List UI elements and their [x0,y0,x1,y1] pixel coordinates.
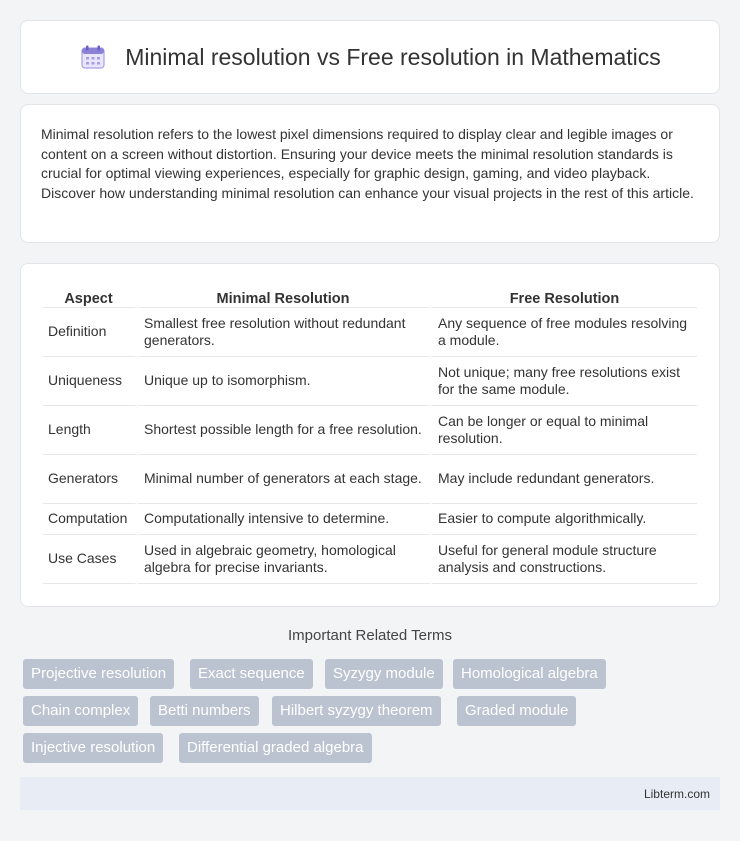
comparison-table [43,286,697,584]
cell-aspect: Length [43,406,138,455]
table-row [43,535,697,584]
intro-card [20,104,720,243]
tag-differential-graded-algebra[interactable]: Differential graded algebra [179,733,372,763]
tag-graded-module[interactable]: Graded module [457,696,576,726]
cell-free: Not unique; many free resolutions exist for the same module. [432,357,697,406]
cell-minimal: Smallest free resolution without redundant generators. [138,308,432,357]
cell-aspect: Generators [43,455,138,504]
tag-hilbert-syzygy-theorem[interactable]: Hilbert syzygy theorem [272,696,441,726]
header-free: Free Resolution [432,286,697,308]
cell-aspect: Use Cases [43,535,138,584]
cell-aspect: Computation [43,504,138,535]
tag-homological-algebra[interactable]: Homological algebra [453,659,606,689]
cell-aspect: Uniqueness [43,357,138,406]
cell-minimal: Computationally intensive to determine. [138,504,432,535]
cell-aspect: Definition [43,308,138,357]
table-row [43,357,697,406]
table-row [43,455,697,504]
cell-free: Useful for general module structure analysis and constructions. [432,535,697,584]
header-card [20,20,720,94]
table-row [43,504,697,535]
related-terms-title: Important Related Terms [288,627,452,644]
page-title: Minimal resolution vs Free resolution in Mathematics [125,43,661,70]
tag-chain-complex[interactable]: Chain complex [23,696,138,726]
cell-minimal: Shortest possible length for a free resolution. [138,406,432,455]
cell-free: May include redundant generators. [432,455,697,504]
cell-minimal: Minimal number of generators at each stage. [138,455,432,504]
table-header-row [43,286,697,308]
tag-injective-resolution[interactable]: Injective resolution [23,733,163,763]
comparison-card [20,263,720,607]
tag-projective-resolution[interactable]: Projective resolution [23,659,174,689]
tag-exact-sequence[interactable]: Exact sequence [190,659,313,689]
table-row [43,308,697,357]
cell-free: Any sequence of free modules resolving a module. [432,308,697,357]
footer [20,777,720,810]
cell-minimal: Used in algebraic geometry, homological algebra for precise invariants. [138,535,432,584]
table-row [43,406,697,455]
header-aspect: Aspect [43,286,138,308]
tag-syzygy-module[interactable]: Syzygy module [325,659,443,689]
intro-text: Minimal resolution refers to the lowest pixel dimensions required to display clear and legible images or content on a screen without distortion. Ensuring your device meets the minimal resolution standards is crucial for optimal viewing experiences, especially for graphic design, gaming, and video playback. Discover how understanding minimal resolution can enhance your visual projects in the rest of this article. [41,126,694,201]
cell-free: Easier to compute algorithmically. [432,504,697,535]
tag-betti-numbers[interactable]: Betti numbers [150,696,259,726]
header-minimal: Minimal Resolution [138,286,432,308]
footer-site-link[interactable]: Libterm.com [643,786,710,801]
cell-minimal: Unique up to isomorphism. [138,357,432,406]
calendar-icon [79,43,107,71]
cell-free: Can be longer or equal to minimal resolution. [432,406,697,455]
